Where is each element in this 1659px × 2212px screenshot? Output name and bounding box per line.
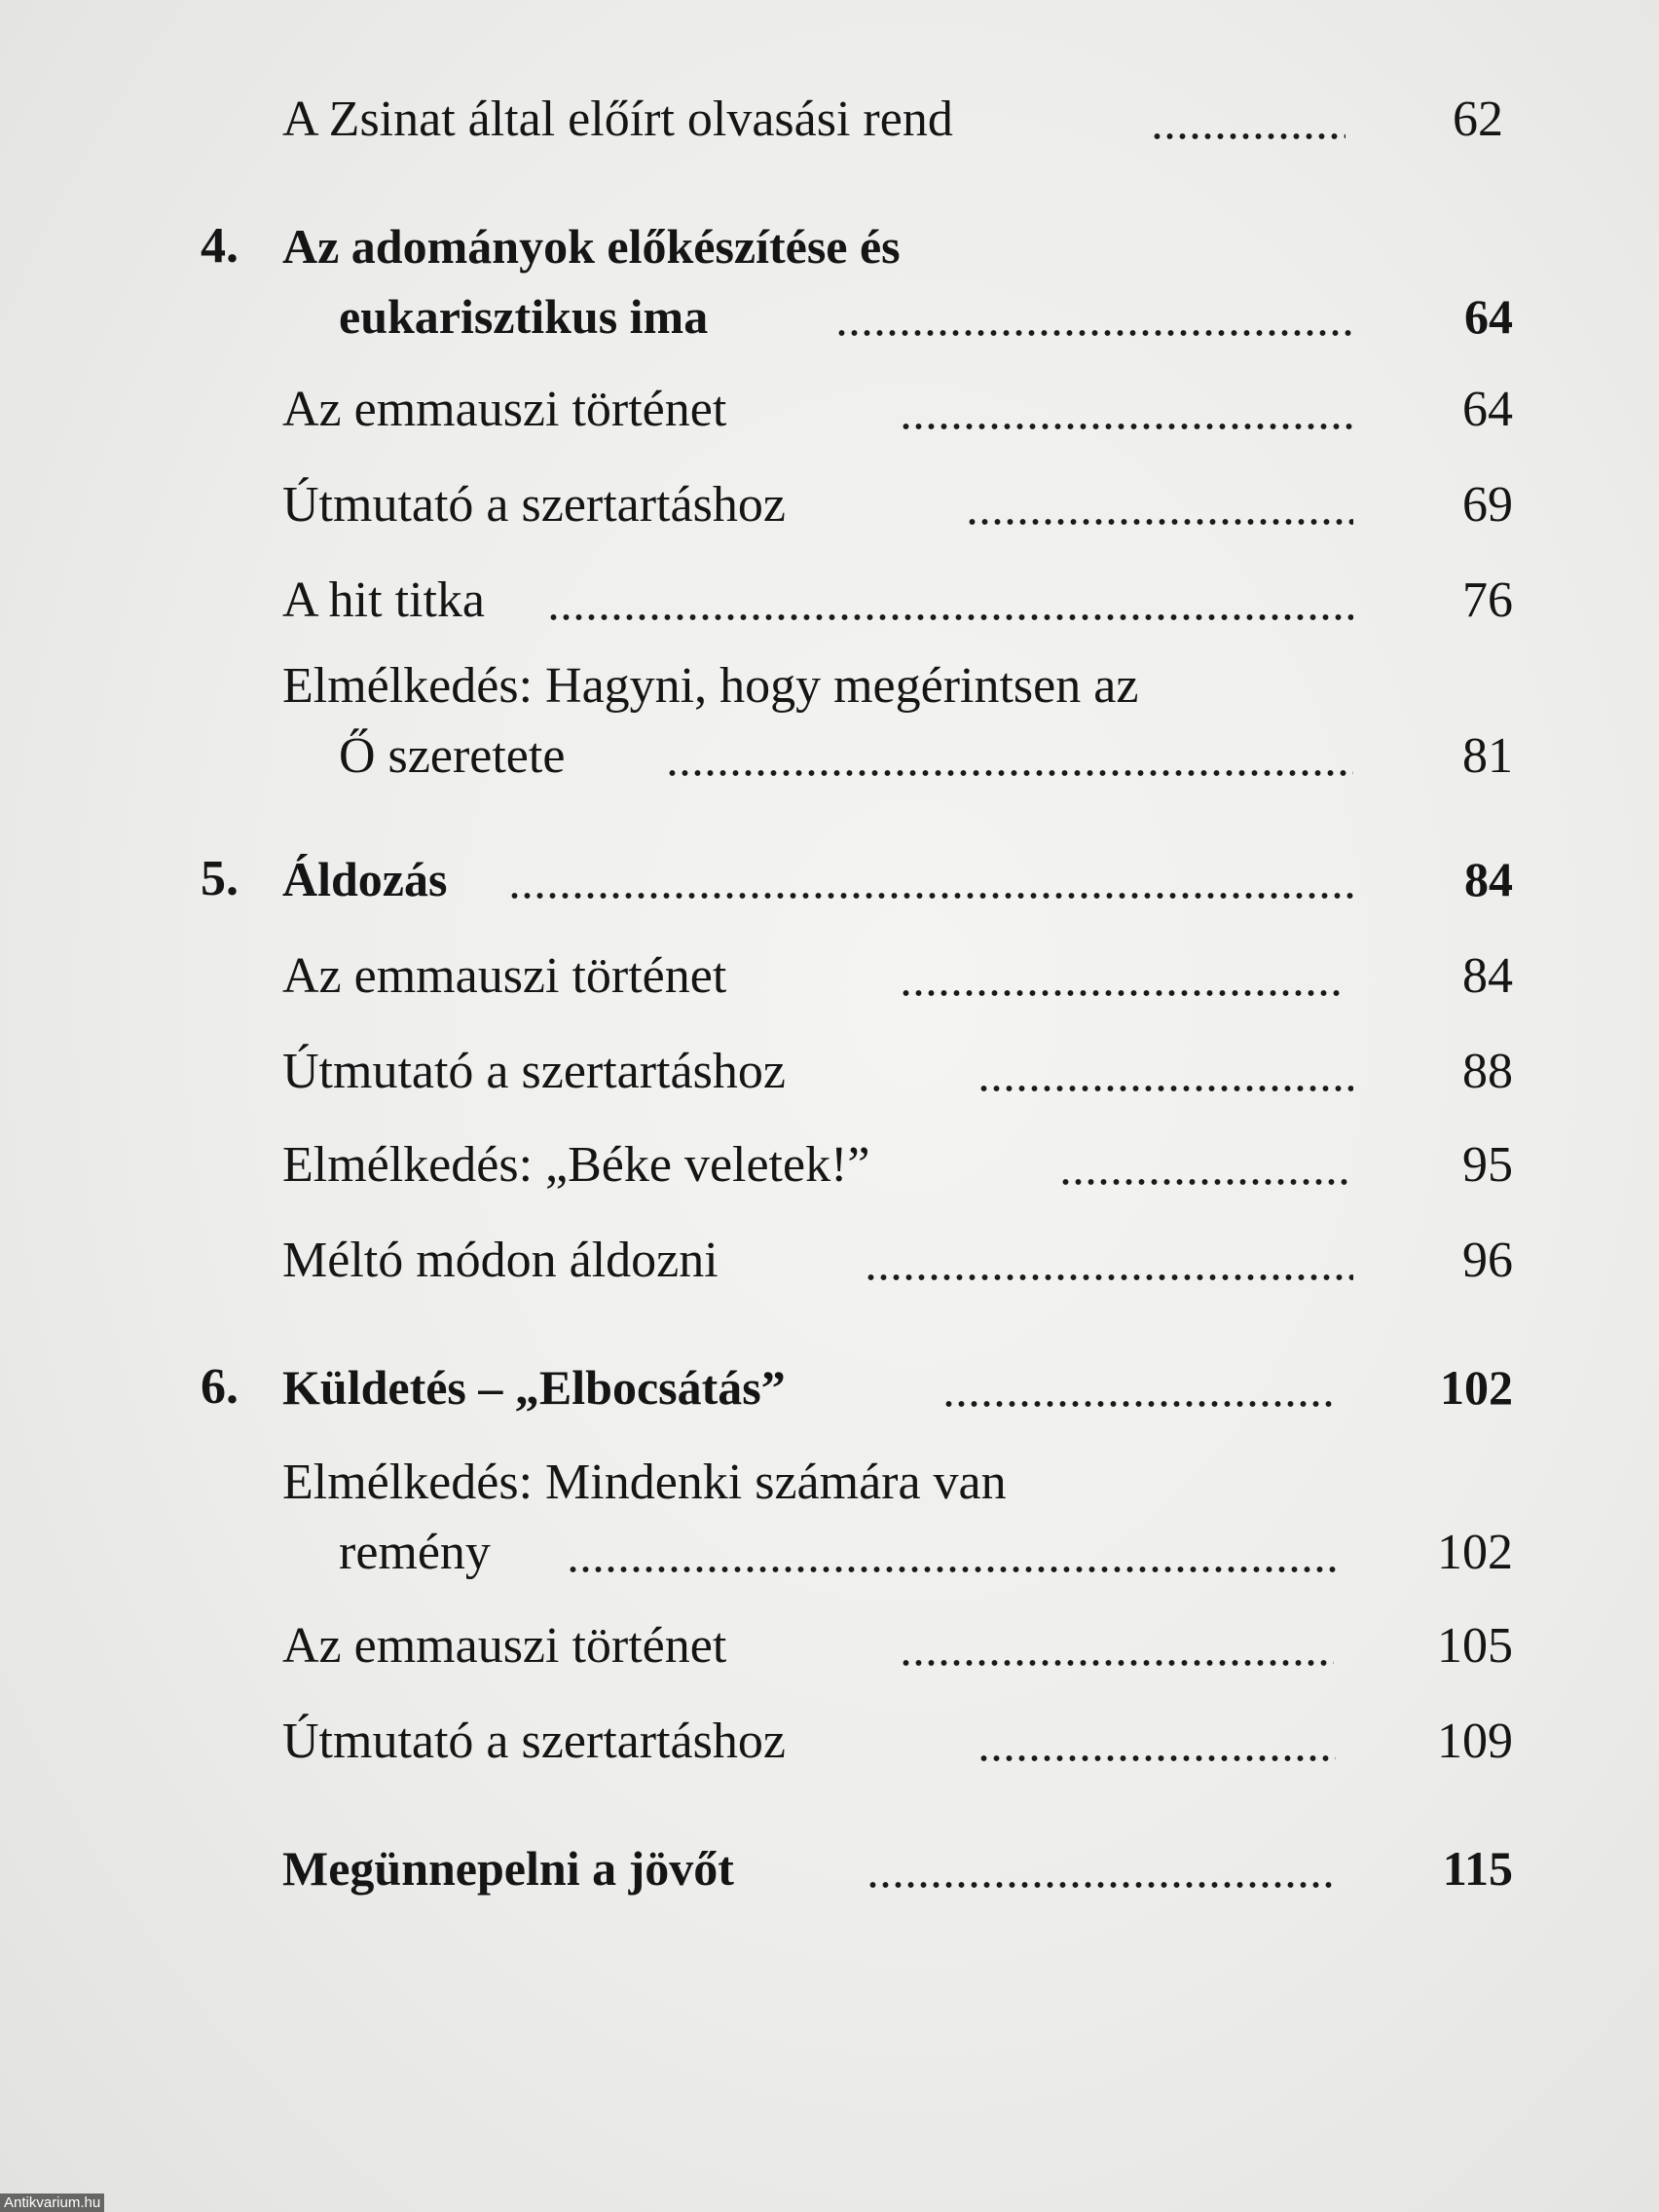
toc-section-number: 5.	[201, 851, 239, 906]
toc-entry-title-line2: remény	[339, 1525, 491, 1580]
dot-leader	[835, 329, 1351, 337]
toc-section-number: 6.	[201, 1359, 239, 1415]
watermark: Antikvarium.hu	[0, 2194, 104, 2212]
toc-section-heading	[0, 1353, 1659, 1421]
dot-leader	[900, 1659, 1334, 1667]
toc-entry-page: 81	[1462, 728, 1513, 784]
toc-entry-continuation	[0, 722, 1659, 791]
dot-leader	[966, 518, 1353, 526]
toc-entry	[0, 1449, 1659, 1517]
toc-entry-title: Az emmauszi történet	[282, 948, 727, 1004]
toc-entry	[0, 942, 1659, 1011]
toc-entry-title: Méltó módon áldozni	[282, 1233, 719, 1288]
toc-entry	[0, 1038, 1659, 1106]
dot-leader	[942, 1400, 1332, 1408]
dot-leader	[900, 423, 1353, 430]
dot-leader	[977, 1085, 1353, 1092]
dot-leader	[547, 613, 1353, 621]
toc-entry-title: Az emmauszi történet	[282, 1618, 727, 1674]
toc-entry-title: Megünnepelni a jövőt	[282, 1841, 734, 1896]
toc-section-heading	[0, 1834, 1659, 1902]
toc-entry-title: Útmutató a szertartáshoz	[282, 1044, 786, 1099]
toc-entry-page: 109	[1437, 1714, 1513, 1769]
toc-entry-continuation	[0, 1519, 1659, 1587]
toc-entry-title: Elmélkedés: „Béke veletek!”	[282, 1137, 870, 1193]
dot-leader	[865, 1273, 1353, 1281]
dot-leader	[977, 1754, 1336, 1762]
toc-entry-continuation	[0, 282, 1659, 350]
toc-entry-page: 105	[1437, 1618, 1513, 1674]
toc-entry-title: Az adományok előkészítése és	[282, 219, 901, 274]
toc-entry	[0, 376, 1659, 444]
dot-leader	[866, 1881, 1336, 1889]
toc-entry-page: 62	[1453, 92, 1503, 147]
toc-entry	[0, 567, 1659, 635]
toc-entry	[0, 1131, 1659, 1199]
toc-entry-title: Küldetés – „Elbocsátás”	[282, 1360, 786, 1415]
dot-leader	[508, 892, 1353, 900]
toc-entry-title: Elmélkedés: Hagyni, hogy megérintsen az	[282, 658, 1139, 714]
toc-entry-title-line2: eukarisztikus ima	[339, 289, 709, 344]
toc-entry-title: A Zsinat által előírt olvasási rend	[282, 92, 953, 147]
toc-entry	[0, 652, 1659, 720]
toc-entry	[0, 1227, 1659, 1295]
toc-entry	[0, 471, 1659, 539]
dot-leader	[900, 989, 1344, 997]
toc-entry-page: 69	[1462, 477, 1513, 533]
toc-entry-page: 84	[1464, 852, 1513, 906]
toc-entry	[0, 1612, 1659, 1680]
toc-section-heading	[0, 212, 1659, 280]
toc-entry-title: Elmélkedés: Mindenki számára van	[282, 1455, 1007, 1510]
dot-leader	[1151, 132, 1346, 140]
toc-entry-title: Útmutató a szertartáshoz	[282, 1714, 786, 1769]
toc-entry-title: Az emmauszi történet	[282, 382, 727, 437]
toc-entry-page: 64	[1462, 382, 1513, 437]
toc-entry-title-line2: Ő szeretete	[339, 728, 566, 784]
toc-entry	[0, 86, 1659, 154]
toc-entry-page: 84	[1462, 948, 1513, 1004]
dot-leader	[567, 1566, 1336, 1573]
toc-entry-page: 102	[1437, 1525, 1513, 1580]
toc-section-heading	[0, 845, 1659, 913]
toc-section-number: 4.	[201, 218, 239, 274]
toc-entry-page: 95	[1462, 1137, 1513, 1193]
dot-leader	[666, 769, 1353, 777]
dot-leader	[1059, 1178, 1353, 1186]
toc-entry-page: 96	[1462, 1233, 1513, 1288]
toc-entry-title: Áldozás	[282, 852, 448, 906]
toc-entry-title: Útmutató a szertartáshoz	[282, 477, 786, 533]
toc-entry-page: 64	[1464, 289, 1513, 344]
toc-entry-page: 88	[1462, 1044, 1513, 1099]
toc-entry-page: 76	[1462, 572, 1513, 628]
toc-entry	[0, 1708, 1659, 1776]
toc-entry-page: 115	[1442, 1841, 1513, 1896]
toc-entry-title: A hit titka	[282, 572, 485, 628]
toc-entry-page: 102	[1440, 1360, 1513, 1415]
